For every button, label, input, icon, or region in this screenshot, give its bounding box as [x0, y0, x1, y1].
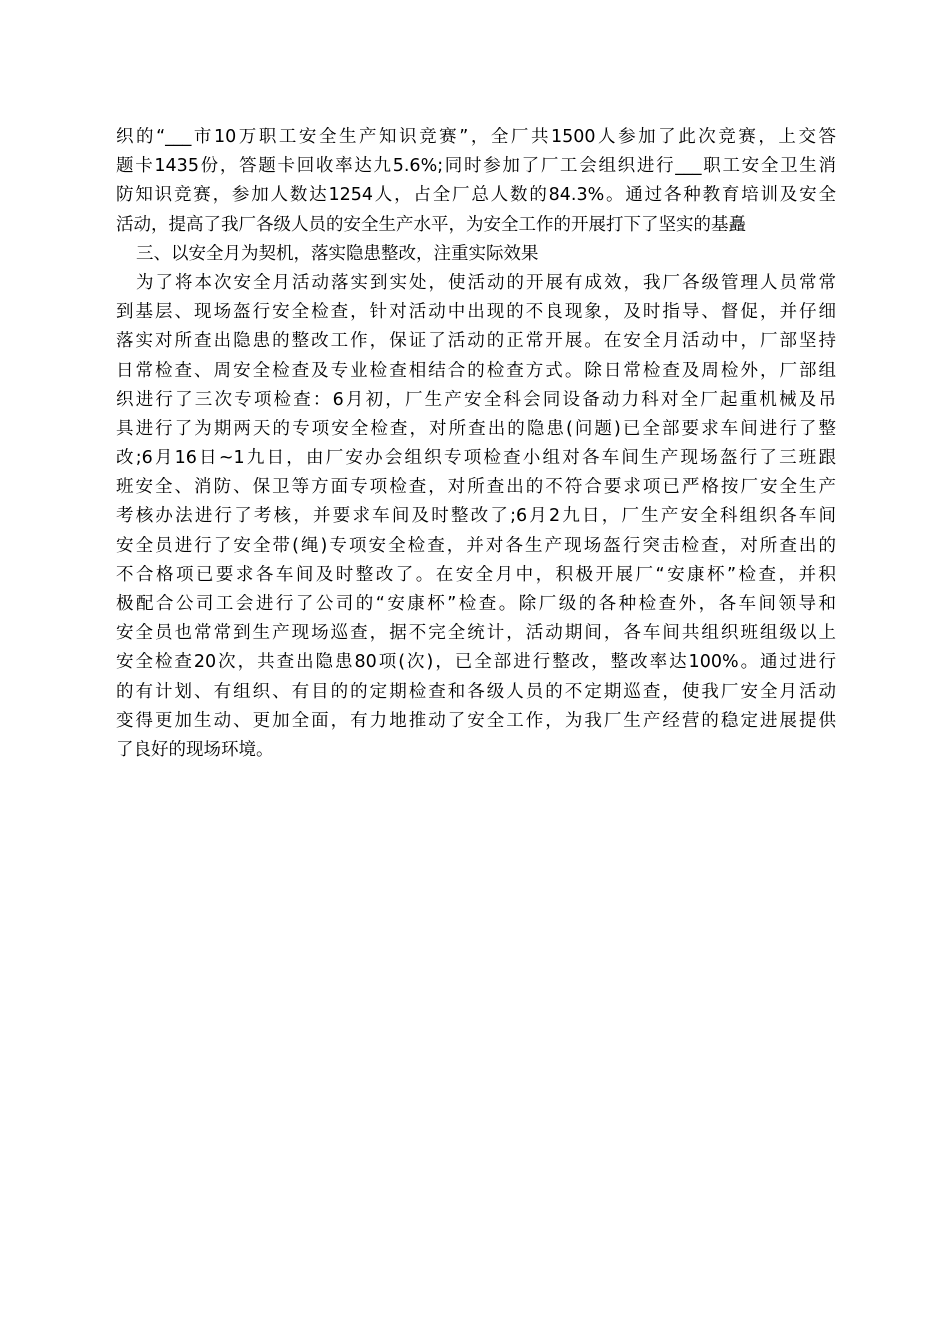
- text-line: 班安全、消防、保卫等方面专项检查，对所查出的不符合要求项已严格按厂安全生产: [116, 477, 836, 498]
- text-line: 织的“___市10万职工安全生产知识竞赛”，全厂共1500人参加了此次竞赛，上交答: [116, 127, 836, 147]
- text-line: 日常检查、周安全检查及专业检查相结合的检查方式。除日常检查及周检外，厂部组: [116, 360, 836, 381]
- section-heading-3: 三、以安全月为契机，落实隐患整改，注重实际效果: [136, 243, 539, 264]
- text-line: 防知识竞赛，参加人数达1254人，占全厂总人数的84.3%。通过各种教育培训及安全: [116, 185, 836, 206]
- text-line: 考核办法进行了考核，并要求车间及时整改了;6月2九日，厂生产安全科组织各车间: [116, 506, 836, 527]
- paragraph-competition: [116, 123, 836, 240]
- text-line: 为了将本次安全月活动落实到实处，使活动的开展有成效，我厂各级管理人员常常: [136, 272, 836, 293]
- text-line: 具进行了为期两天的专项安全检查，对所查出的隐患(问题)已全部要求车间进行了整: [116, 418, 836, 439]
- text-line: 题卡1435份，答题卡回收率达九5.6%;同时参加了厂工会组织进行___职工安全卫生消: [116, 156, 836, 177]
- text-line: 到基层、现场盔行安全检查，针对活动中出现的不良现象，及时指导、督促，并仔细: [116, 302, 836, 323]
- text-line: 了良好的现场环境。: [116, 739, 274, 760]
- text-line: 不合格项已要求各车间及时整改了。在安全月中，积极开展厂“安康杯”检查，并积: [116, 564, 836, 585]
- text-line: 变得更加生动、更加全面，有力地推动了安全工作，为我厂生产经营的稳定进展提供: [116, 710, 836, 731]
- text-line: 的有计划、有组织、有目的的定期检查和各级人员的不定期巡查，使我厂安全月活动: [116, 681, 836, 702]
- text-line: 安全员也常常到生产现场巡查，据不完全统计，活动期间，各车间共组织班组级以上: [116, 623, 836, 644]
- text-line: 安全员进行了安全带(绳)专项安全检查，并对各生产现场盔行突击检查，对所查出的: [116, 535, 836, 556]
- text-line: 落实对所查出隐患的整改工作，保证了活动的正常开展。在安全月活动中，厂部坚持: [116, 331, 836, 352]
- paragraph-inspection: [116, 269, 836, 765]
- text-line: 改;6月16日~1九日，由厂安办会组织专项检查小组对各车间生产现场盔行了三班跟: [116, 448, 836, 469]
- text-line: 织进行了三次专项检查：6月初，厂生产安全科会同设备动力科对全厂起重机械及吊: [116, 389, 836, 410]
- text-line: 活动，提高了我厂各级人员的安全生产水平，为安全工作的开展打下了坚实的基矗: [116, 214, 746, 235]
- text-line: 极配合公司工会进行了公司的“安康杯”检查。除厂级的各种检查外，各车间领导和: [116, 594, 836, 614]
- document-body: [116, 123, 836, 765]
- text-line: 安全检查20次，共查出隐患80项(次)，已全部进行整改，整改率达100%。通过进行: [116, 652, 836, 673]
